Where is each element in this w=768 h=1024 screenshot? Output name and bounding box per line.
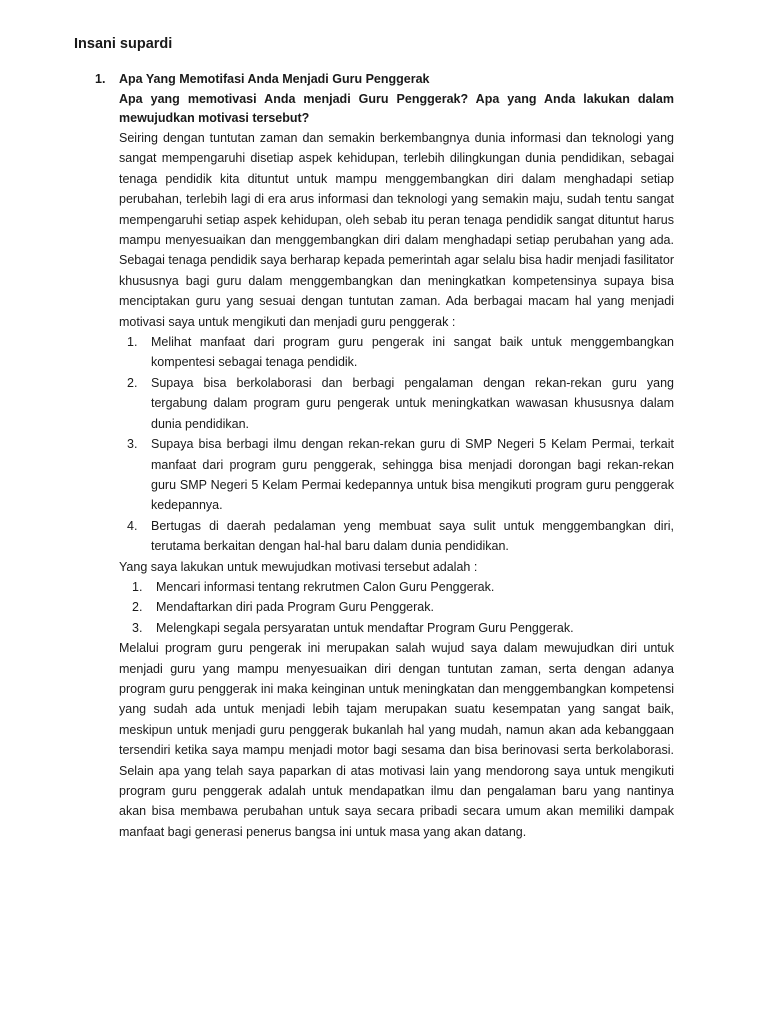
list-item-number: 1. [132, 579, 143, 594]
list-item-text: Melihat manfaat dari program guru pengerak ini sangat baik untuk menggembangkan kompentesi sebagai tenaga pendidik. [151, 335, 674, 370]
list-item-text: Supaya bisa berbagi ilmu dengan rekan-rekan guru di SMP Negeri 5 Kelam Permai, terkait manfaat dari program guru penggerak, sehingga bisa menjadi dorongan bagi rekan-rekan guru SMP Negeri 5 Kelam Permai kedepannya untuk bisa mengikuti program guru penggerak kedepannya. [151, 437, 674, 513]
list-item-text: Melengkapi segala persyaratan untuk mendaftar Program Guru Penggerak. [156, 620, 574, 635]
list-item-number: 3. [132, 620, 143, 635]
list-item-number: 3. [127, 437, 138, 452]
list-item [119, 597, 674, 617]
list-item [119, 516, 674, 557]
question-title: Apa Yang Memotifasi Anda Menjadi Guru Penggerak [119, 72, 430, 86]
closing-paragraph: Melalui program guru pengerak ini merupakan salah wujud saya dalam mewujudkan diri untuk menjadi guru yang mampu menyesuaikan diri dengan tuntutan zaman, serta dengan adanya program guru penggerak ini maka keinginan untuk meningkatan dan menggembangkan kompetensi yang sudah ada untuk menjadi lebih tajam merupakan suatu kesempatan yang sangat baik, meskipun untuk menjadi guru penggerak bukanlah hal yang mudah, namun akan ada kebanggaan tersendiri ketika saya mampu menjadi motor bagi sesama dan bisa berinovasi serta berkolaborasi. Selain apa yang telah saya paparkan di atas motivasi lain yang mendorong saya untuk mengikuti program guru penggerak adalah untuk mendapatkan ilmu dan pengalaman baru yang nantinya akan bisa membawa perubahan untuk saya secara pribadi secara umum akan memiliki dampak manfaat bagi generasi penerus bangsa ini untuk masa yang akan datang. [119, 641, 674, 839]
question-body [119, 71, 674, 842]
list-item-number: 2. [132, 600, 143, 615]
actions-intro: Yang saya lakukan untuk mewujudkan motivasi tersebut adalah : [119, 559, 478, 574]
list-item-text: Mendaftarkan diri pada Program Guru Penggerak. [156, 600, 434, 615]
list-item [119, 434, 674, 516]
list-item [119, 618, 674, 638]
motivation-list [119, 332, 674, 556]
list-item [119, 332, 674, 373]
intro-paragraph: Seiring dengan tuntutan zaman dan semakin berkembangnya dunia informasi dan teknologi yang sangat mempengaruhi disetiap aspek kehidupan, terlebih dilingkungan dunia pendidikan, sebagai tenaga pendidik kita dituntut untuk mampu menggembangkan diri dalam menghadapi setiap perubahan, terlebih lagi di era arus informasi dan teknologi yang semakin maju, sudah tentu sangat mempengaruhi setiap aspek kehidupan, oleh sebab itu peran tenaga pendidik sangat dituntut harus mampu menyesuaikan dan menggembangkan diri dalam menghadapi setiap perubahan yang ada. Sebagai tenaga pendidik saya berharap kepada pemerintah agar selalu bisa hadir menjadi fasilitator khususnya bagi guru dalam menggembangkan dan meningkatkan kompetensinya supaya bisa menciptakan guru yang sesuai dengan tuntutan zaman. Ada berbagai macam hal yang menjadi motivasi saya untuk mengikuti dan menjadi guru penggerak : [119, 131, 674, 329]
list-item [119, 577, 674, 597]
list-item-number: 2. [127, 375, 138, 390]
question-number: 1. [95, 72, 106, 86]
list-item-number: 4. [127, 518, 138, 533]
list-item-text: Bertugas di daerah pedalaman yeng membuat saya sulit untuk menggembangkan diri, terutama berkaitan dengan hal-hal baru dalam dunia pendidikan. [151, 518, 674, 554]
actions-list [119, 577, 674, 638]
list-item-text: Mencari informasi tentang rekrutmen Calon Guru Penggerak. [156, 579, 495, 594]
list-item [119, 373, 674, 434]
list-item-number: 1. [127, 335, 138, 350]
author-name: Insani supardi [74, 36, 173, 52]
question-subtitle: Apa yang memotivasi Anda menjadi Guru Penggerak? Apa yang Anda lakukan dalam mewujudkan motivasi tersebut? [119, 92, 674, 125]
list-item-text: Supaya bisa berkolaborasi dan berbagi pengalaman dengan rekan-rekan guru yang tergabung dalam program guru pengerak untuk meningkatkan wawasan khususnya dalam dunia pendidikan. [151, 375, 674, 431]
